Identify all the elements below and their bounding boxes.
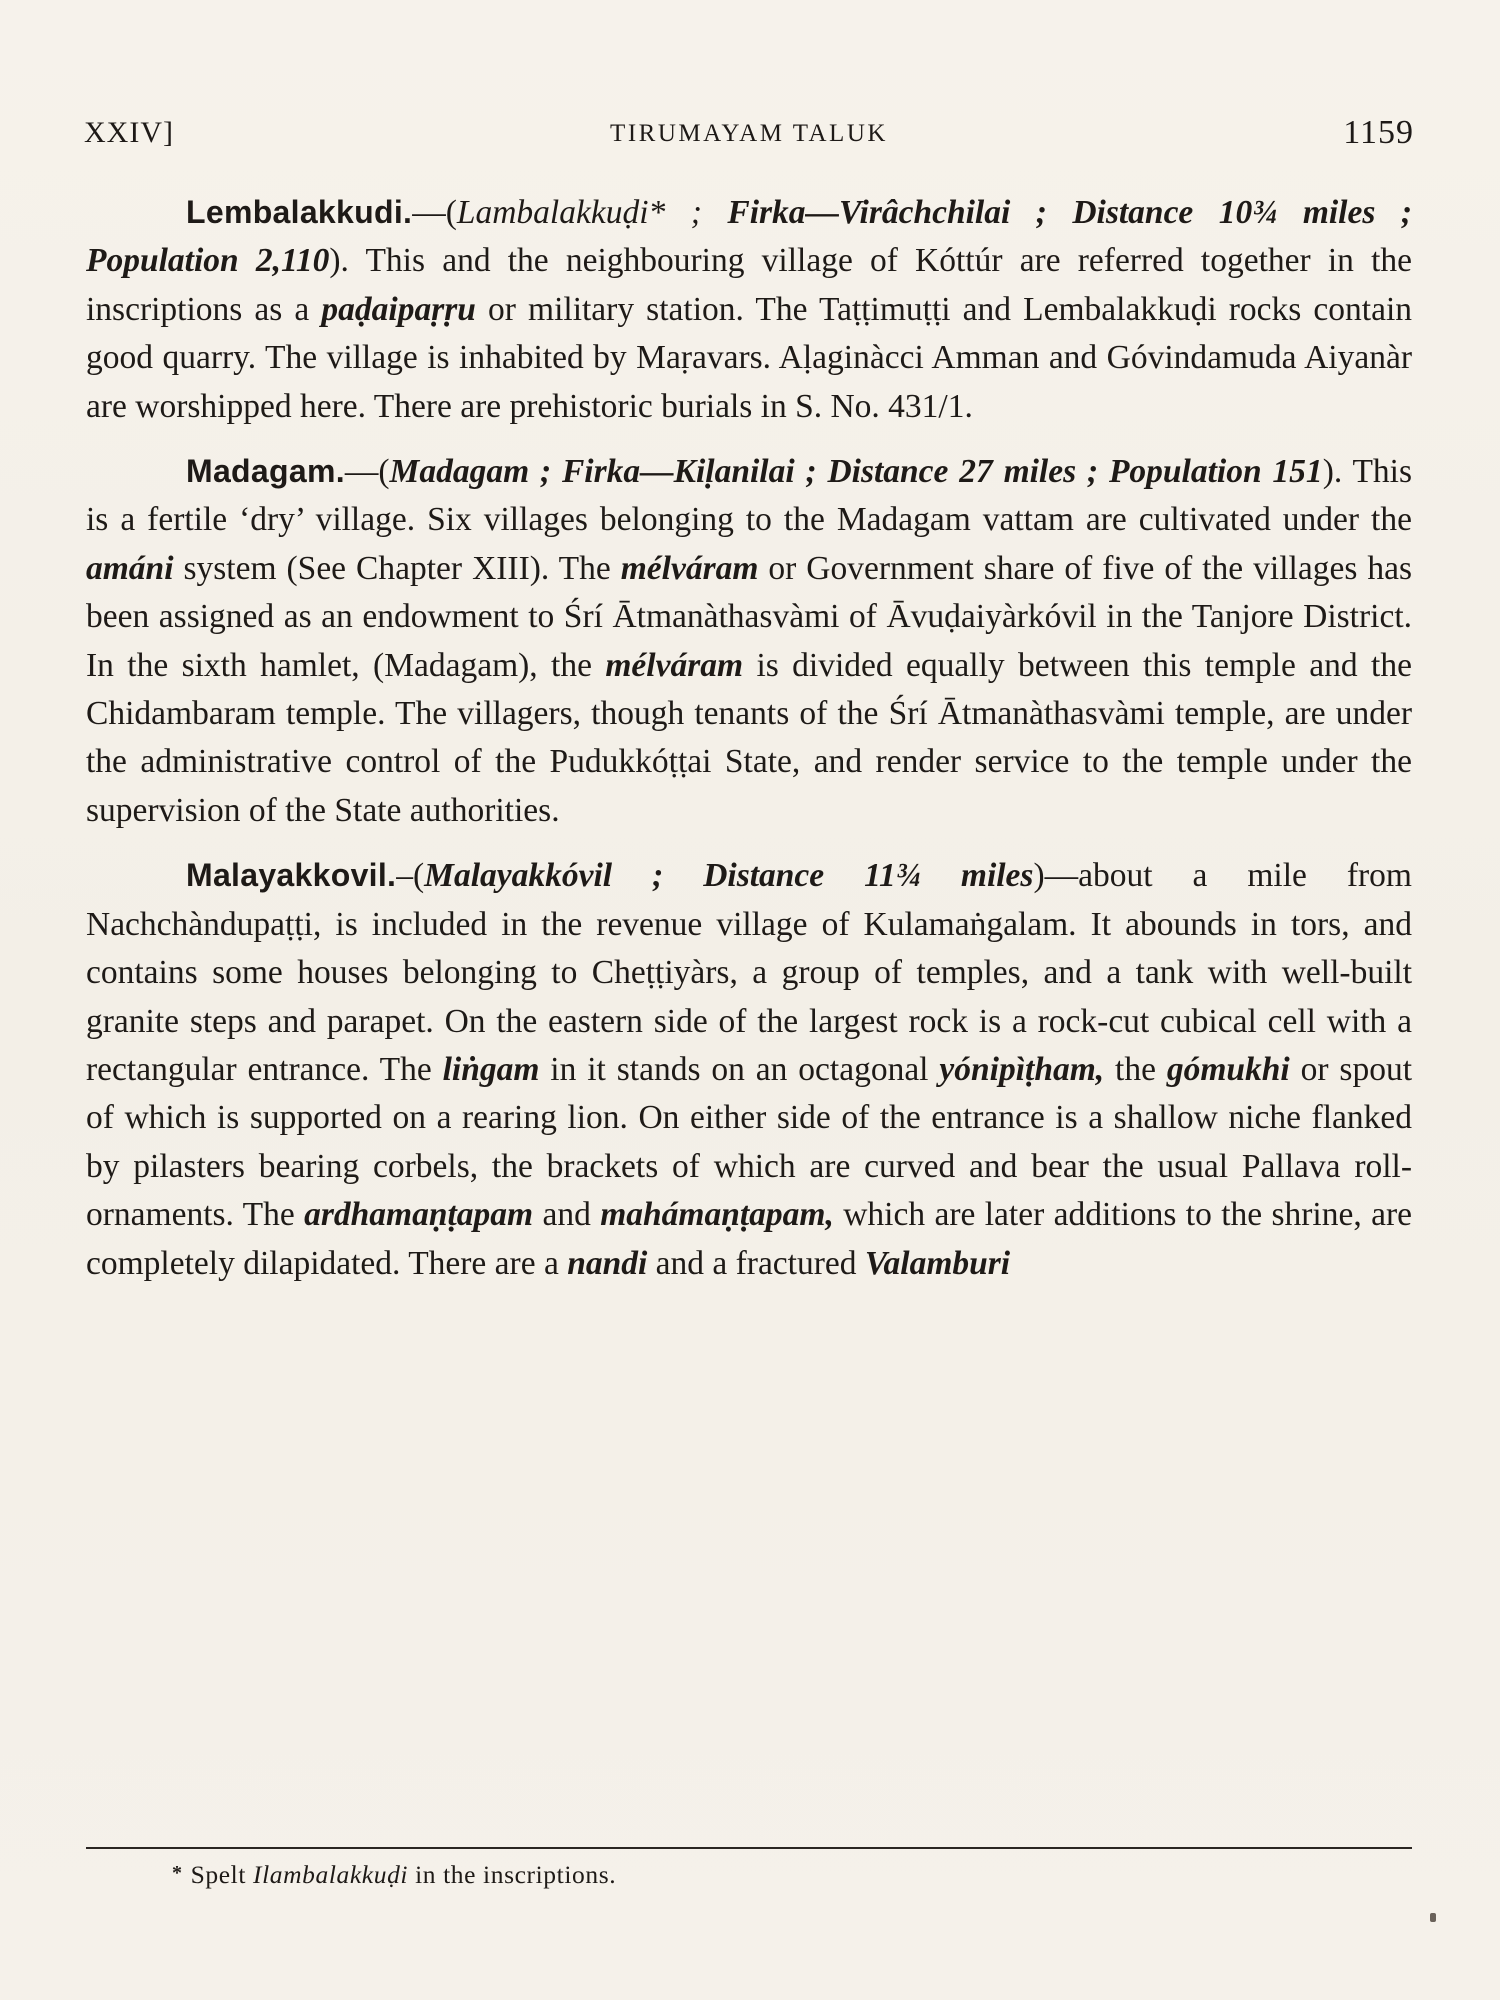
entry-madagam <box>86 447 1412 835</box>
entry-meta-close: ). <box>1322 453 1353 491</box>
entry-meta-open: —( <box>344 453 390 491</box>
entry-term: nandi <box>567 1244 648 1282</box>
entry-meta: Madagam ; Firka—Kiḷanilai ; Distance 27 miles ; Population 151 <box>389 453 1323 491</box>
entry-meta-open: –( <box>396 857 425 895</box>
footnote <box>172 1860 616 1890</box>
entry-malayakkovil <box>86 851 1412 1288</box>
running-title: TIRUMAYAM TALUK <box>610 120 888 147</box>
entry-term: paḍaipaṛṛu <box>321 290 476 328</box>
entry-term: Valamburi <box>864 1244 1011 1282</box>
page-number: 1159 <box>1343 114 1414 151</box>
entry-meta-close: )— <box>1033 857 1079 895</box>
entry-text: is divided equally between this temple and the Chidambaram temple. The villagers, though tenants of the Śrí Ātmanàthasvàmi temple, are under the administrative control of the Pudukkóṭṭai State, and render service to the temple under the supervision of the State authorities. <box>86 646 1412 829</box>
entry-text: or military station. The Taṭṭimuṭṭi and Lembalakkuḍi rocks contain good quarry. The village is inhabited by Maṛavars. Aḷaginàcci Amman and Góvindamuda Aiyanàr are worshipped here. There are prehistoric burials in S. No. 431/1. <box>86 290 1413 425</box>
entry-term: mélváram <box>620 549 759 587</box>
entry-text: which are later additions to the shrine, are completely dilapidated. There are a <box>86 1196 1412 1282</box>
entry-meta: Firka—Virâchchilai ; Distance 10¾ miles ; Population 2,110 <box>86 194 1412 280</box>
entry-title: Malayakkovil. <box>186 857 397 894</box>
entry-text: This and the neighbouring village of Kóttúr are referred together in the inscriptions as a <box>86 242 1412 328</box>
entry-text: the <box>1104 1050 1167 1088</box>
entry-text: in it stands on an octagonal <box>539 1050 940 1088</box>
entry-term: mahámaṇṭapam, <box>600 1196 834 1234</box>
entry-meta-open: —( <box>412 194 457 231</box>
entry-title: Lembalakkudi. <box>186 194 413 230</box>
entry-text: and a fractured <box>647 1244 865 1282</box>
entry-term: amáni <box>86 549 174 587</box>
entry-text: about a mile from Nachchàndupaṭṭi, is included in the revenue village of Kulamaṅgalam. It abounds in tors, and contains some houses belonging to Cheṭṭiyàrs, a group of temples, and a tank with well-built granite steps and parapet. On the eastern side of the largest rock is a rock-cut cubical cell with a rectangular entrance. The <box>86 857 1412 1088</box>
entry-meta: Malayakkóvil ; Distance 11¾ miles <box>424 857 1034 895</box>
page-body <box>86 188 1412 1288</box>
ink-speck <box>1430 1913 1436 1922</box>
footnote-mark: * <box>172 1862 183 1884</box>
footnote-divider <box>86 1847 1412 1849</box>
entry-text: and <box>533 1196 601 1234</box>
entry-term: gómukhi <box>1166 1050 1290 1088</box>
entry-text: system (See Chapter XIII). The <box>173 549 621 587</box>
entry-meta-close: ). <box>329 242 366 280</box>
entry-term: yónipìṭham, <box>939 1050 1105 1088</box>
entry-term: liṅgam <box>442 1050 540 1088</box>
footnote-suffix: in the inscriptions. <box>408 1860 617 1889</box>
entry-text: or Government share of five of the villages has been assigned as an endowment to Śrí Ātmanàthasvàmi of Āvuḍaiyàrkóvil in the Tanjore District. In the sixth hamlet, (Madagam), the <box>86 549 1413 684</box>
entry-term: ardhamaṇṭapam <box>304 1196 534 1234</box>
running-header <box>84 116 1414 160</box>
entry-term: mélváram <box>605 646 744 684</box>
footnote-term: Ilambalakkuḍi <box>253 1860 409 1889</box>
entry-text: or spout of which is supported on a rearing lion. On either side of the entrance is a shallow niche flanked by pilasters bearing corbels, the brackets of which are curved and bear the usual Pallava roll-ornaments. The <box>86 1050 1413 1234</box>
entry-lembalakkudi <box>86 188 1412 431</box>
entry-meta-name: Lambalakkuḍi* ; <box>456 194 728 231</box>
entry-title: Madagam. <box>186 453 345 490</box>
chapter-number: XXIV] <box>84 116 174 149</box>
footnote-prefix: Spelt <box>190 1860 254 1889</box>
entry-text: This is a fertile ‘dry’ village. Six villages belonging to the Madagam vattam are cultivated under the <box>86 453 1413 539</box>
